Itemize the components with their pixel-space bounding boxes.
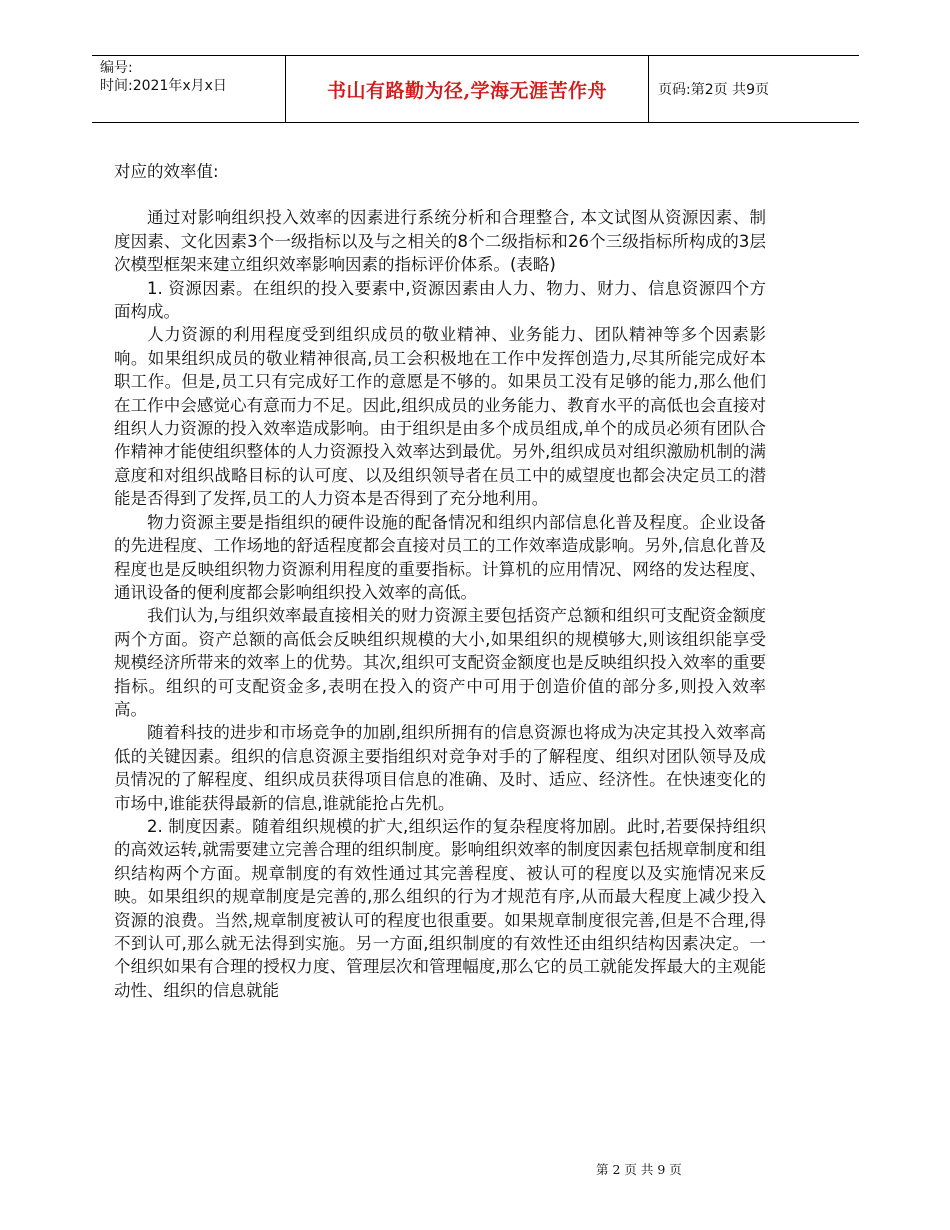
header-page-info: [658, 56, 769, 122]
paragraph-material-resources: 物力资源主要是指组织的硬件设施的配备情况和组织内部信息化普及程度。企业设备的先进程度、工作场地的舒适程度都会直接对员工的工作效率造成影响。另外,信息化普及程度也是反映组织物力资源利用程度的重要指标。计算机的应用情况、网络的发达程度、通讯设备的便利度都会影响组织投入效率的高低。: [114, 512, 766, 602]
document-body: [114, 160, 766, 1002]
document-date: 时间:2021年x月x日: [100, 78, 227, 94]
paragraph-intro: 通过对影响组织投入效率的因素进行系统分析和合理整合, 本文试图从资源因素、制度因素、文化因素3个一级指标以及与之相关的8个二级指标和26个三级指标所构成的3层次模型框架来建立组织效率影响因素的指标评价体系。(表略): [114, 208, 766, 275]
document-number-label: 编号:: [100, 60, 133, 76]
header-motto-cell: [285, 56, 649, 122]
paragraph-institutional-factor: 2. 制度因素。随着组织规模的扩大,组织运作的复杂程度将加剧。此时,若要保持组织的高效运转,就需要建立完善合理的组织制度。影响组织效率的制度因素包括规章制度和组织结构两个方面。规章制度的有效性通过其完善程度、被认可的程度以及实施情况来反映。如果组织的规章制度是完善的,那么组织的行为才规范有序,从而最大程度上减少投入资源的浪费。当然,规章制度被认可的程度也很重要。如果规章制度很完善,但是不合理,得不到认可,那么就无法得到实施。另一方面,组织制度的有效性还由组织结构因素决定。一个组织如果有合理的授权力度、管理层次和管理幅度,那么它的员工就能发挥最大的主观能动性、组织的信息就能: [114, 816, 766, 1000]
paragraph-resource-factor: 1. 资源因素。在组织的投入要素中,资源因素由人力、物力、财力、信息资源四个方面构成。: [114, 278, 766, 322]
header-meta: [100, 59, 227, 95]
paragraph-financial-resources: 我们认为,与组织效率最直接相关的财力资源主要包括资产总额和组织可支配资金额度两个方面。资产总额的高低会反映组织规模的大小,如果组织的规模够大,则该组织能享受规模经济所带来的效率上的优势。其次,组织可支配资金额度也是反映组织投入效率的重要指标。组织的可支配资金多,表明在投入的资产中可用于创造价值的部分多,则投入效率高。: [114, 606, 766, 719]
header-motto: 书山有路勤为径,学海无涯苦作舟: [326, 79, 608, 102]
page-header: [92, 55, 859, 123]
paragraph-human-resources: 人力资源的利用程度受到组织成员的敬业精神、业务能力、团队精神等多个因素影响。如果组织成员的敬业精神很高,员工会积极地在工作中发挥创造力,尽其所能完成好本职工作。但是,员工只有完成好工作的意愿是不够的。如果员工没有足够的能力,那么他们在工作中会感觉心有意而力不足。因此,组织成员的业务能力、教育水平的高低也会直接对组织人力资源的投入效率造成影响。由于组织是由多个成员组成,单个的成员必须有团队合作精神才能使组织整体的人力资源投入效率达到最优。另外,组织成员对组织激励机制的满意度和对组织战略目标的认可度、以及组织领导者在员工中的威望度也都会决定员工的潜能是否得到了发挥,员工的人力资本是否得到了充分地利用。: [114, 325, 766, 509]
footer-page-number: 第 2 页 共 9 页: [596, 1162, 682, 1177]
paragraph-continuation: 对应的效率值:: [114, 162, 219, 181]
paragraph-information-resources: 随着科技的进步和市场竞争的加剧,组织所拥有的信息资源也将成为决定其投入效率高低的关键因素。组织的信息资源主要指组织对竞争对手的了解程度、组织对团队领导及成员情况的了解程度、组织成员获得项目信息的准确、及时、适应、经济性。在快速变化的市场中,谁能获得最新的信息,谁就能抢占先机。: [114, 723, 766, 813]
header-page-number: 页码:第2页 共9页: [658, 82, 769, 98]
